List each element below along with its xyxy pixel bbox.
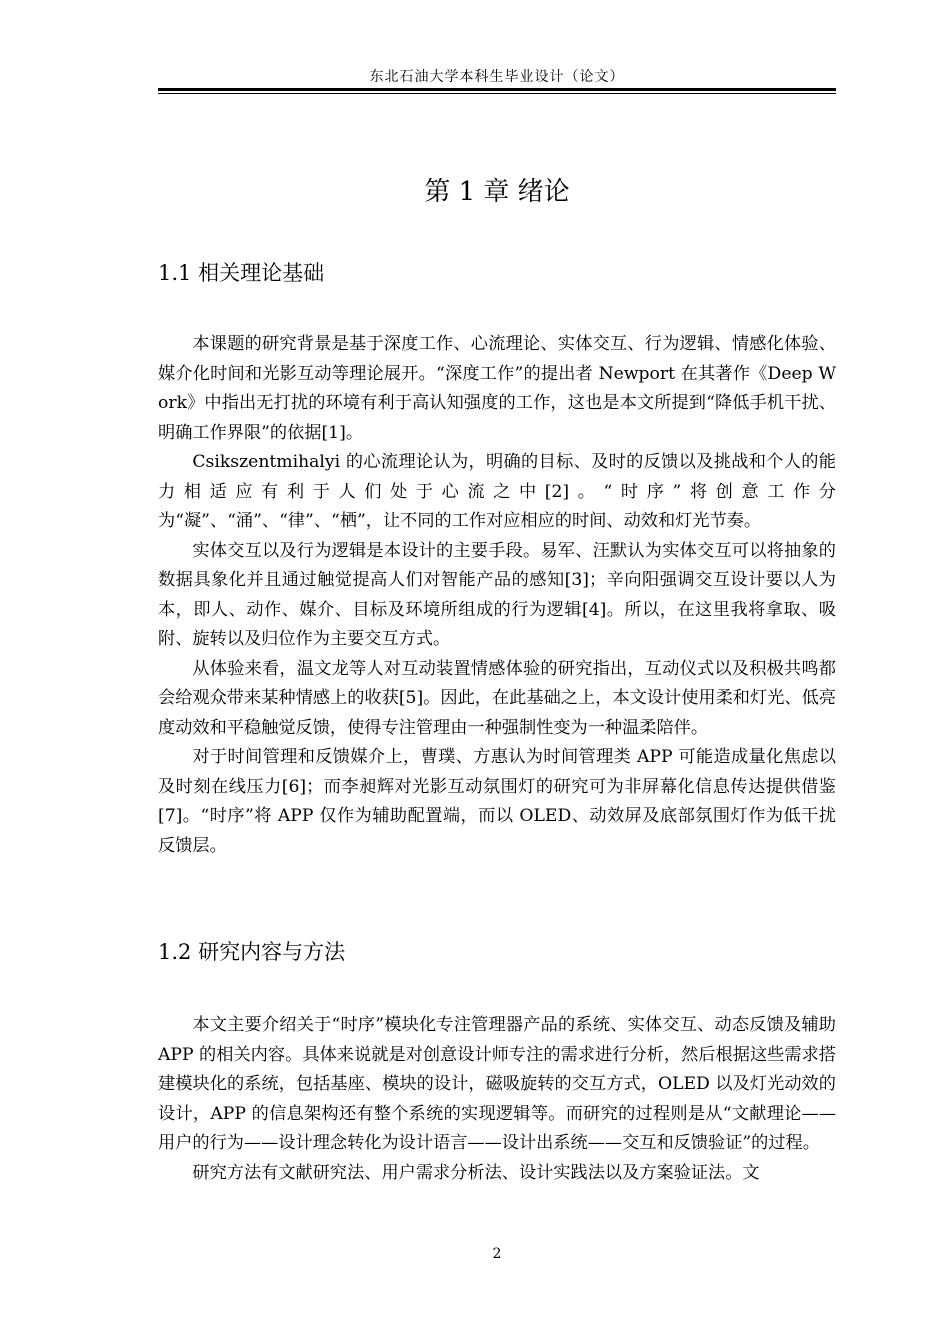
section-body-1-1: [158, 330, 836, 861]
paragraph: 从体验来看，温文龙等人对互动装置情感体验的研究指出，互动仪式以及积极共鸣都会给观众带来某种情感上的收获[5]。因此，在此基础之上，本文设计使用柔和灯光、低亮度动效和平稳触觉反馈，使得专注管理由一种强制性变为一种温柔陪伴。: [158, 658, 836, 738]
paragraph: 实体交互以及行为逻辑是本设计的主要手段。易军、汪默认为实体交互可以将抽象的数据具象化并且通过触觉提高人们对智能产品的感知[3]；辛向阳强调交互设计要以人为本，即人、动作、媒介、目标及环境所组成的行为逻辑[4]。所以，在这里我将拿取、吸附、旋转以及归位作为主要交互方式。: [158, 540, 836, 649]
paragraph: 对于时间管理和反馈媒介上，曹璞、方惠认为时间管理类 APP 可能造成量化焦虑以及时刻在线压力[6]；而李昶辉对光影互动氛围灯的研究可为非屏幕化信息传达提供借鉴[7]。“时序”将 APP 仅作为辅助配置端，而以 OLED、动效屏及底部氛围灯作为低干扰反馈层。: [158, 747, 836, 856]
header-rule-thick: [158, 88, 836, 91]
paragraph: Csikszentmihalyi 的心流理论认为，明确的目标、及时的反馈以及挑战和个人的能力相适应有利于人们处于心流之中[2]。“时序”将创意工作分为“凝”、“涌”、“律”、“栖”，让不同的工作对应相应的时间、动效和灯光节奏。: [158, 452, 836, 531]
paragraph: 本文主要介绍关于“时序”模块化专注管理器产品的系统、实体交互、动态反馈及辅助 APP 的相关内容。具体来说就是对创意设计师专注的需求进行分析，然后根据这些需求搭建模块化的系统，包括基座、模块的设计，磁吸旋转的交互方式，OLED 以及灯光动效的设计，APP 的信息架构还有整个系统的实现逻辑等。而研究的过程则是从“文献理论——用户的行为——设计理念转化为设计语言——设计出系统——交互和反馈验证”的过程。: [158, 1015, 836, 1153]
header-rule-thin: [158, 93, 836, 94]
page-number: 2: [492, 1246, 502, 1262]
section-title-1-1: 1.1 相关理论基础: [158, 261, 325, 285]
section-body-1-2: [158, 1011, 836, 1188]
paragraph: 研究方法有文献研究法、用户需求分析法、设计实践法以及方案验证法。文: [192, 1162, 760, 1183]
running-header: 东北石油大学本科生毕业设计（论文）: [369, 69, 625, 85]
section-title-1-2: 1.2 研究内容与方法: [158, 940, 346, 964]
chapter-title: 第 1 章 绪论: [424, 177, 570, 207]
paragraph: 本课题的研究背景是基于深度工作、心流理论、实体交互、行为逻辑、情感化体验、媒介化时间和光影互动等理论展开。“深度工作”的提出者 Newport 在其著作《Deep Work》中指出无打扰的环境有利于高认知强度的工作，这也是本文所提到“降低手机干扰、明确工作界限”的依据[1]。: [158, 334, 836, 443]
